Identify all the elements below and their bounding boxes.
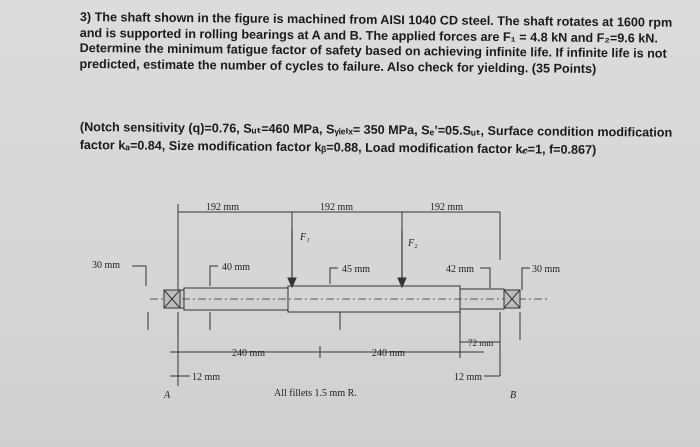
dim-72: 72 mm — [468, 338, 494, 348]
label-a: A — [164, 390, 171, 401]
parameters-line-1: (Notch sensitivity (q)=0.76, Sᵤₜ=460 MPa, Sᵧᵢₑₗₓ= 350 MPa, Sₑ’=05.Sᵤₜ, Surface condition modification — [79, 119, 673, 140]
leader-dia-40 — [210, 266, 218, 286]
force-label-f1: F₁ — [300, 232, 310, 243]
problem-text-2: and F₂= — [567, 30, 618, 45]
dia-left-end: 30 mm — [92, 260, 121, 271]
parameters-block — [80, 118, 695, 160]
force-label-f2: F₂ — [408, 238, 418, 249]
problem-text-4: based on achieving infinite life. If infinite life is not predicted, — [79, 43, 667, 72]
dim-top-3: 192 mm — [430, 202, 464, 213]
emphasis-cycles: estimate the number of cycles to failure — [143, 57, 381, 74]
dia-1: 40 mm — [222, 262, 251, 273]
dia-2: 45 mm — [342, 264, 371, 275]
leader-dia-left — [132, 266, 146, 286]
shaft-figure — [80, 190, 560, 410]
problem-number: 3) — [79, 10, 92, 25]
leader-dia-45 — [330, 268, 338, 284]
problem-text-1: The shaft shown in the figure is machined from AISI 1040 CD steel. The shaft rotates at 1600 rpm and is supported in rolling bearings at A and B. The applied forces are F₁ = — [79, 10, 673, 44]
leader-dia-42 — [480, 268, 490, 288]
dim-bottom-1: 240 mm — [232, 348, 266, 359]
dim-bottom-2: 240 mm — [372, 348, 406, 359]
dim-top-2: 192 mm — [320, 202, 354, 213]
problem-text-5: . Also check for yielding. — [380, 59, 532, 76]
dim-12-left: 12 mm — [192, 372, 221, 383]
f2-value: 9.6 kN — [617, 30, 655, 46]
parameters-line-2: factor kₐ=0.84, Size modification factor kᵦ=0.88, Load modification factor k𝒸=1, f=0.867) — [79, 137, 597, 157]
dia-right-end: 30 mm — [532, 264, 560, 275]
points-label: (35 Points) — [531, 61, 597, 76]
dim-top-1: 192 mm — [206, 202, 240, 213]
problem-statement — [79, 10, 695, 78]
dia-3: 42 mm — [446, 264, 475, 275]
problem-text-3: . Determine the — [79, 31, 658, 57]
f1-value: 4.8 kN — [530, 29, 568, 45]
label-b: B — [510, 390, 517, 401]
leader-dia-right — [522, 268, 530, 290]
emphasis-fatigue-factor: minimum fatigue factor of safety — [167, 42, 362, 58]
fillets-note: All fillets 1.5 mm R. — [274, 388, 357, 399]
dim-12-right: 12 mm — [454, 372, 483, 383]
